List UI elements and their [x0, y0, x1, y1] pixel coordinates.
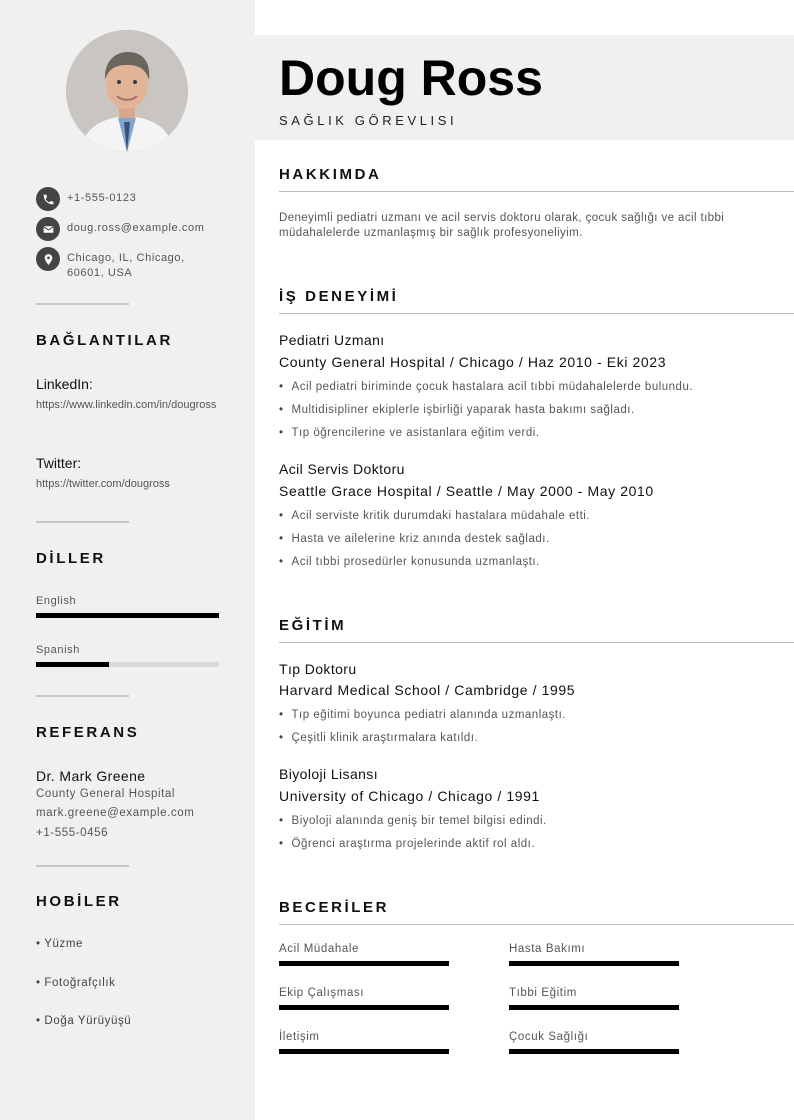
section-divider — [279, 924, 794, 925]
reference-name: Dr. Mark Greene — [36, 768, 146, 784]
reference-heading: REFERANS — [36, 724, 140, 741]
education-heading: EĞİTİM — [279, 617, 347, 634]
language-name-spanish: Spanish — [36, 644, 80, 656]
job-bullet: • Tıp öğrencilerine ve asistanlara eğitim verdi. — [279, 427, 540, 439]
skill-name: Hasta Bakımı — [509, 943, 586, 955]
degree-bullet: • Öğrenci araştırma projelerinde aktif rol aldı. — [279, 838, 535, 850]
about-heading: HAKKIMDA — [279, 166, 382, 183]
hobby-item: • Yüzme — [36, 938, 84, 950]
skill-item — [279, 1031, 449, 1054]
job-title: Pediatri Uzmanı — [279, 332, 385, 348]
twitter-label: Twitter: — [36, 455, 82, 471]
language-level-bar-spanish — [36, 662, 219, 667]
skill-item — [279, 987, 449, 1010]
reference-company: County General Hospital — [36, 788, 176, 800]
main-content — [255, 0, 794, 1120]
skill-level-bar — [509, 1005, 679, 1010]
job-title: Acil Servis Doktoru — [279, 461, 405, 477]
links-heading: BAĞLANTILAR — [36, 332, 173, 349]
languages-heading: DİLLER — [36, 550, 106, 567]
phone-text: +1-555-0123 — [67, 192, 137, 204]
language-name-english: English — [36, 595, 77, 607]
job-details: County General Hospital / Chicago / Haz 2010 - Eki 2023 — [279, 354, 667, 370]
degree-details: University of Chicago / Chicago / 1991 — [279, 788, 540, 804]
skill-level-bar — [509, 961, 679, 966]
contact-address — [36, 247, 185, 281]
reference-email: mark.greene@example.com — [36, 807, 195, 819]
skill-level-bar — [279, 961, 449, 966]
twitter-url[interactable]: https://twitter.com/dougross — [36, 478, 170, 490]
experience-heading: İŞ DENEYİMİ — [279, 288, 399, 305]
sidebar-divider — [36, 695, 129, 697]
degree-title: Tıp Doktoru — [279, 661, 357, 677]
header-band — [255, 35, 794, 140]
address-line-2: 60601, USA — [67, 267, 133, 279]
person-portrait-icon — [66, 30, 188, 152]
skill-name: Çocuk Sağlığı — [509, 1031, 589, 1043]
skill-item — [279, 943, 449, 966]
job-bullet: • Multidisipliner ekiplerle işbirliği yaparak hasta bakımı sağladı. — [279, 404, 635, 416]
skill-name: İletişim — [279, 1031, 320, 1043]
envelope-icon — [36, 217, 60, 241]
skill-name: Ekip Çalışması — [279, 987, 365, 999]
skill-item — [509, 987, 679, 1010]
skill-level-bar — [509, 1049, 679, 1054]
address-text — [67, 251, 185, 281]
phone-icon — [36, 187, 60, 211]
section-divider — [279, 191, 794, 192]
skill-level-bar — [279, 1049, 449, 1054]
degree-title: Biyoloji Lisansı — [279, 766, 378, 782]
linkedin-label: LinkedIn: — [36, 376, 93, 392]
sidebar-divider — [36, 303, 129, 305]
about-text: Deneyimli pediatri uzmanı ve acil servis doktoru olarak, çocuk sağlığı ve acil tıbbi müdahalelerde uzmanlaşmış bir sağlık profesyoneliyim. — [279, 212, 725, 239]
job-bullet: • Acil serviste kritik durumdaki hastalara müdahale etti. — [279, 510, 590, 522]
skill-name: Tıbbi Eğitim — [509, 987, 577, 999]
hobby-item: • Doğa Yürüyüşü — [36, 1015, 132, 1027]
reference-phone: +1-555-0456 — [36, 827, 109, 839]
hobbies-heading: HOBİLER — [36, 893, 122, 910]
location-pin-icon — [36, 247, 60, 271]
language-level-fill — [36, 613, 219, 618]
skill-name: Acil Müdahale — [279, 943, 360, 955]
job-bullet: • Acil tıbbi prosedürler konusunda uzmanlaştı. — [279, 556, 540, 568]
sidebar-divider — [36, 865, 129, 867]
degree-bullet: • Biyoloji alanında geniş bir temel bilgisi edindi. — [279, 815, 547, 827]
degree-bullet: • Tıp eğitimi boyunca pediatri alanında uzmanlaştı. — [279, 709, 566, 721]
linkedin-url[interactable]: https://www.linkedin.com/in/dougross — [36, 399, 217, 411]
person-name: Doug Ross — [279, 50, 543, 106]
address-line-1: Chicago, IL, Chicago, — [67, 252, 185, 264]
degree-details: Harvard Medical School / Cambridge / 1995 — [279, 682, 576, 698]
skills-heading: BECERİLER — [279, 899, 390, 916]
language-level-fill — [36, 662, 109, 667]
degree-bullet: • Çeşitli klinik araştırmalara katıldı. — [279, 732, 478, 744]
person-role: SAĞLIK GÖREVLISI — [279, 113, 458, 128]
section-divider — [279, 313, 794, 314]
skill-level-bar — [279, 1005, 449, 1010]
contact-email — [36, 217, 205, 241]
profile-photo — [66, 30, 188, 152]
job-bullet: • Hasta ve ailelerine kriz anında destek sağladı. — [279, 533, 550, 545]
language-level-bar-english — [36, 613, 219, 618]
job-details: Seattle Grace Hospital / Seattle / May 2000 - May 2010 — [279, 483, 654, 499]
skill-item — [509, 1031, 679, 1054]
job-bullet: • Acil pediatri biriminde çocuk hastalara acil tıbbi müdahalelerde bulundu. — [279, 381, 693, 393]
contact-phone — [36, 187, 136, 211]
skill-item — [509, 943, 679, 966]
sidebar-divider — [36, 521, 129, 523]
section-divider — [279, 642, 794, 643]
sidebar — [0, 0, 255, 1120]
email-text: doug.ross@example.com — [67, 222, 205, 234]
hobby-item: • Fotoğrafçılık — [36, 977, 116, 989]
